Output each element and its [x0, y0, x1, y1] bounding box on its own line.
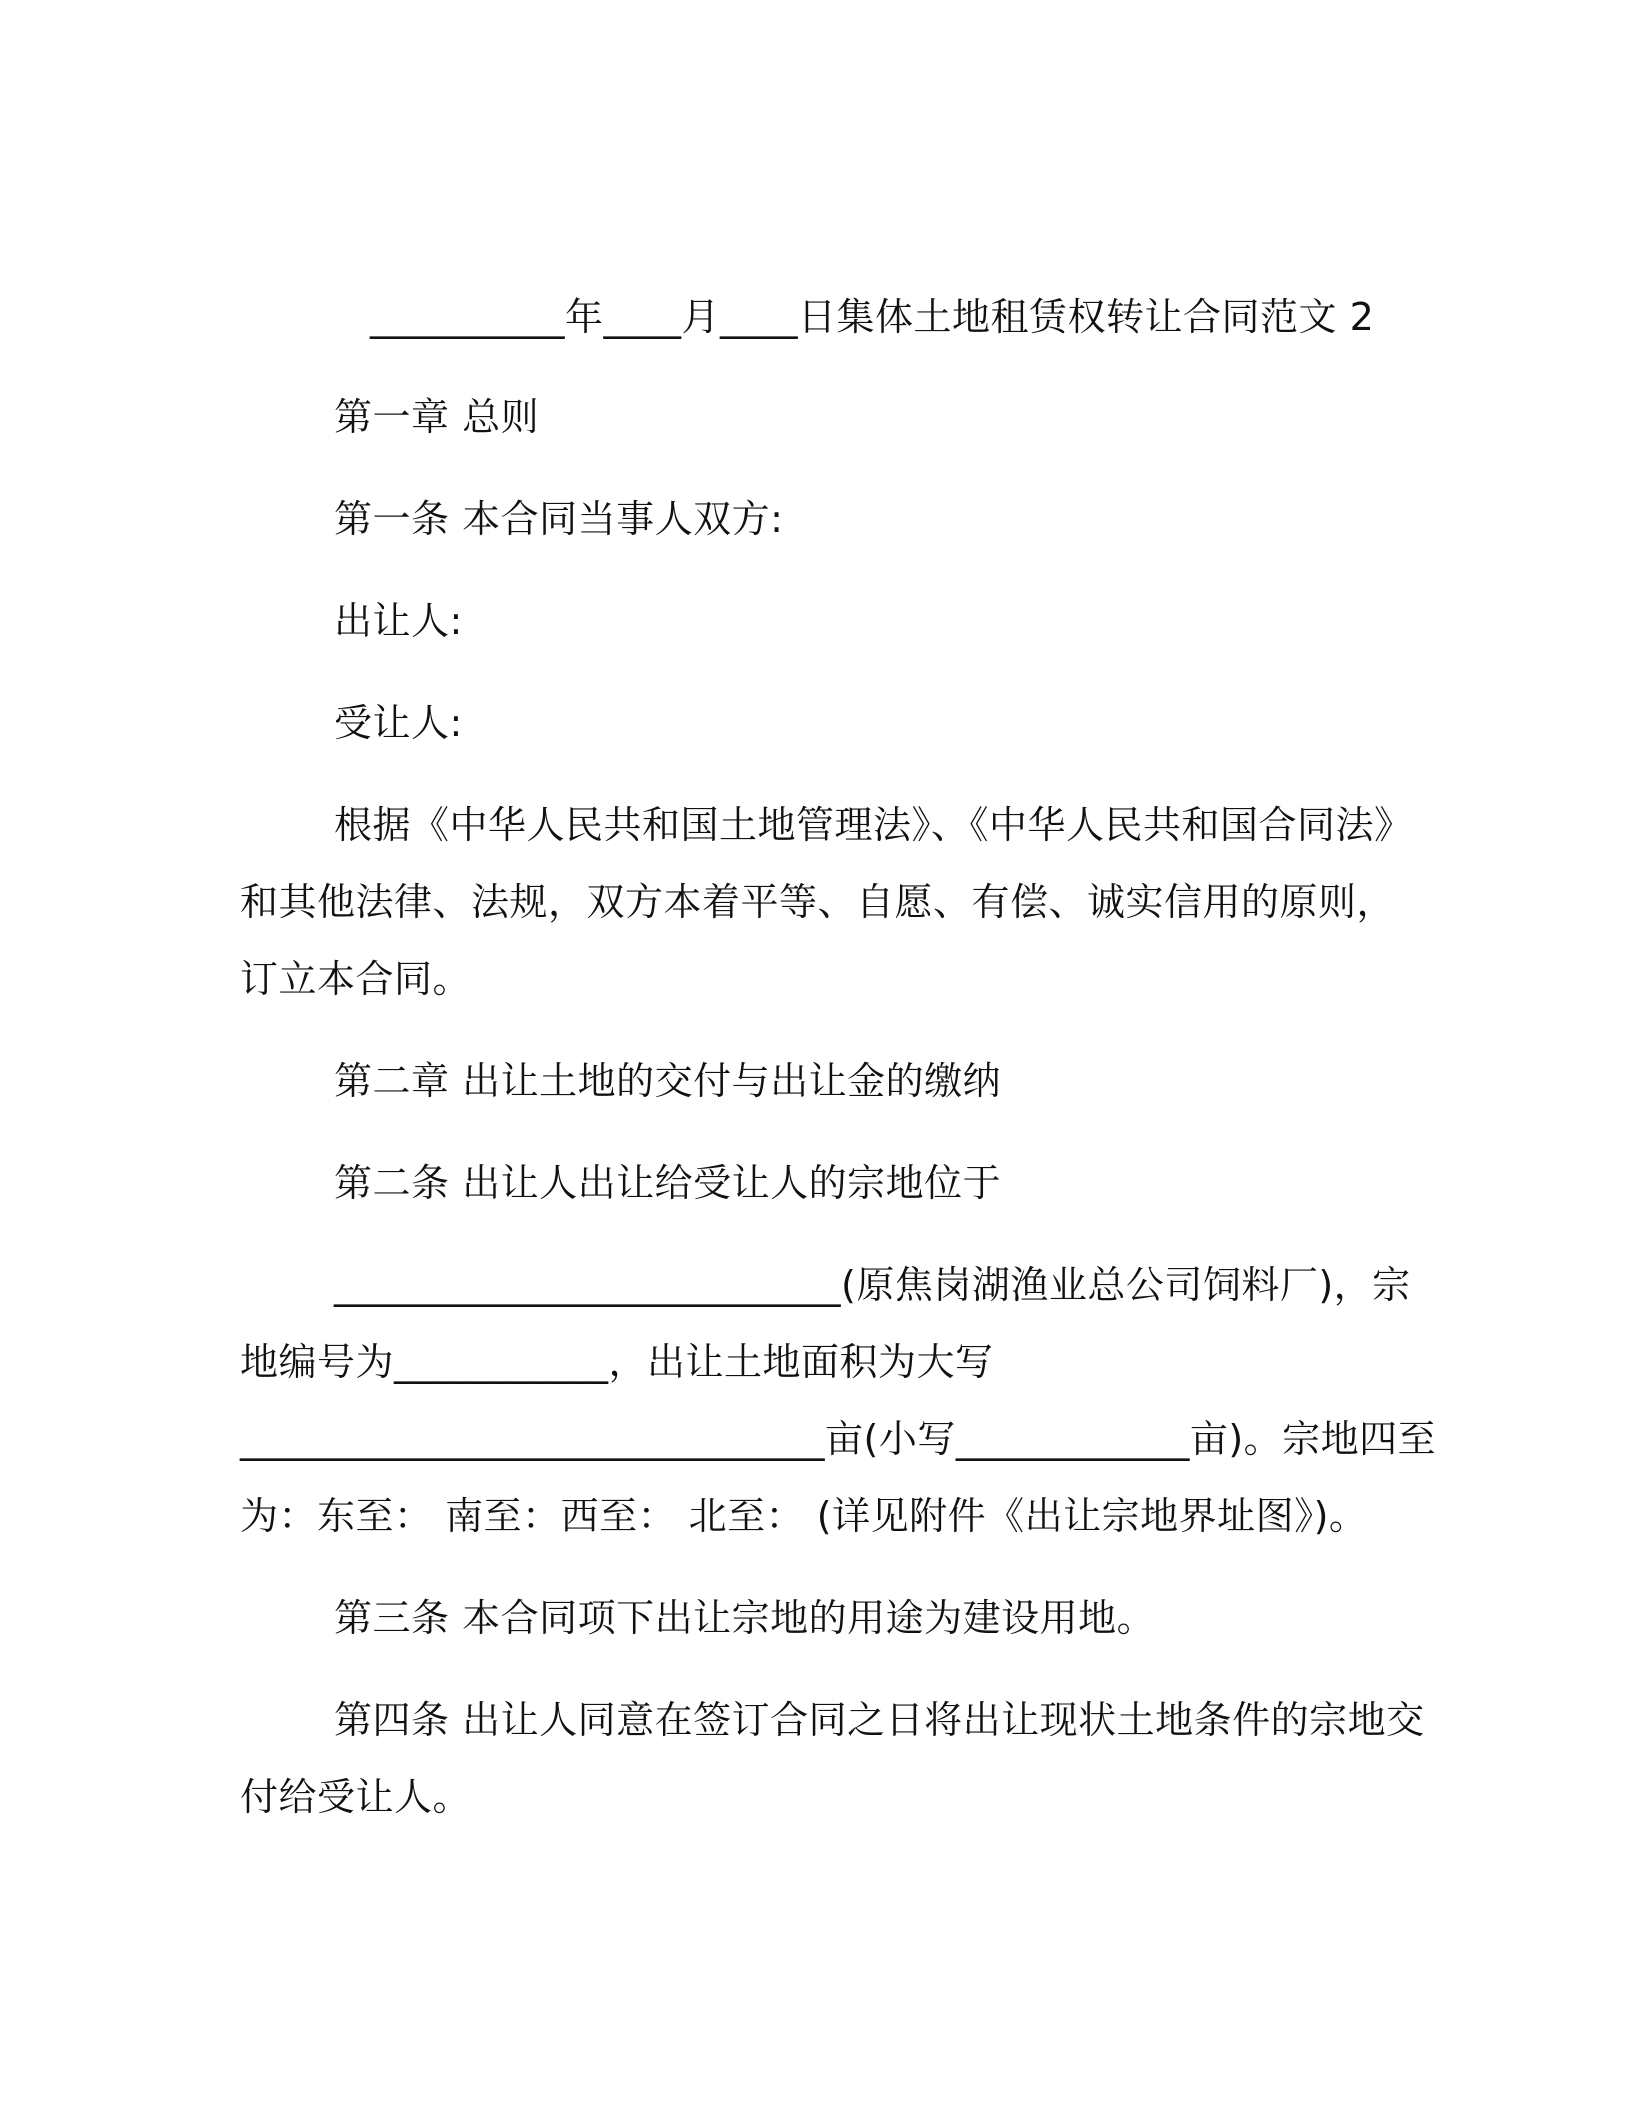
article-2-line-1: 第二条 出让人出让给受让人的宗地位于 — [334, 1161, 1002, 1205]
title-month: 月 — [681, 295, 721, 339]
basis-line-3: 订立本合同。 — [240, 957, 472, 1001]
title-blank-day: ____ — [720, 295, 799, 339]
location-blank: __________________________ — [334, 1263, 841, 1307]
article-2-line-4 — [240, 1414, 1436, 1464]
transferee-label: 受让人: — [334, 701, 463, 745]
basis-line-1: 根据《中华人民共和国土地管理法》、《中华人民共和国合同法》 — [334, 803, 1413, 847]
boundaries-label: 亩)。宗地四至 — [1189, 1417, 1437, 1461]
article-4-line-2: 付给受让人。 — [240, 1775, 472, 1819]
transferor-label: 出让人: — [334, 599, 463, 643]
basis-line-2: 和其他法律、法规，双方本着平等、自愿、有偿、诚实信用的原则， — [240, 880, 1396, 924]
parcel-number-blank: ___________ — [394, 1340, 609, 1384]
chapter-1-heading: 第一章 总则 — [334, 395, 540, 439]
chapter-2-heading: 第二章 出让土地的交付与出让金的缴纳 — [334, 1059, 1002, 1103]
article-2-line-3 — [240, 1337, 994, 1387]
area-lower-label: 亩(小写 — [825, 1417, 956, 1461]
area-label: ，出让土地面积为大写 — [608, 1340, 994, 1384]
article-3: 第三条 本合同项下出让宗地的用途为建设用地。 — [334, 1596, 1156, 1640]
parcel-number-label: 地编号为 — [240, 1340, 395, 1384]
title-blank-month: ____ — [603, 295, 682, 339]
location-text: (原焦岗湖渔业总公司饲料厂)，宗 — [841, 1263, 1411, 1307]
area-upper-blank: ______________________________ — [240, 1417, 825, 1461]
title-text: 日集体土地租赁权转让合同范文 2 — [798, 295, 1375, 339]
document-title — [370, 292, 1374, 342]
article-4-line-1: 第四条 出让人同意在签订合同之日将出让现状土地条件的宗地交 — [334, 1698, 1425, 1742]
article-2-line-2 — [334, 1260, 1411, 1310]
title-year: 年 — [565, 295, 604, 339]
area-lower-blank: ____________ — [955, 1417, 1190, 1461]
article-1: 第一条 本合同当事人双方: — [334, 497, 784, 541]
title-blank-year: __________ — [370, 295, 565, 339]
article-2-line-5: 为：东至： 南至：西至： 北至： (详见附件《出让宗地界址图》)。 — [240, 1494, 1368, 1538]
